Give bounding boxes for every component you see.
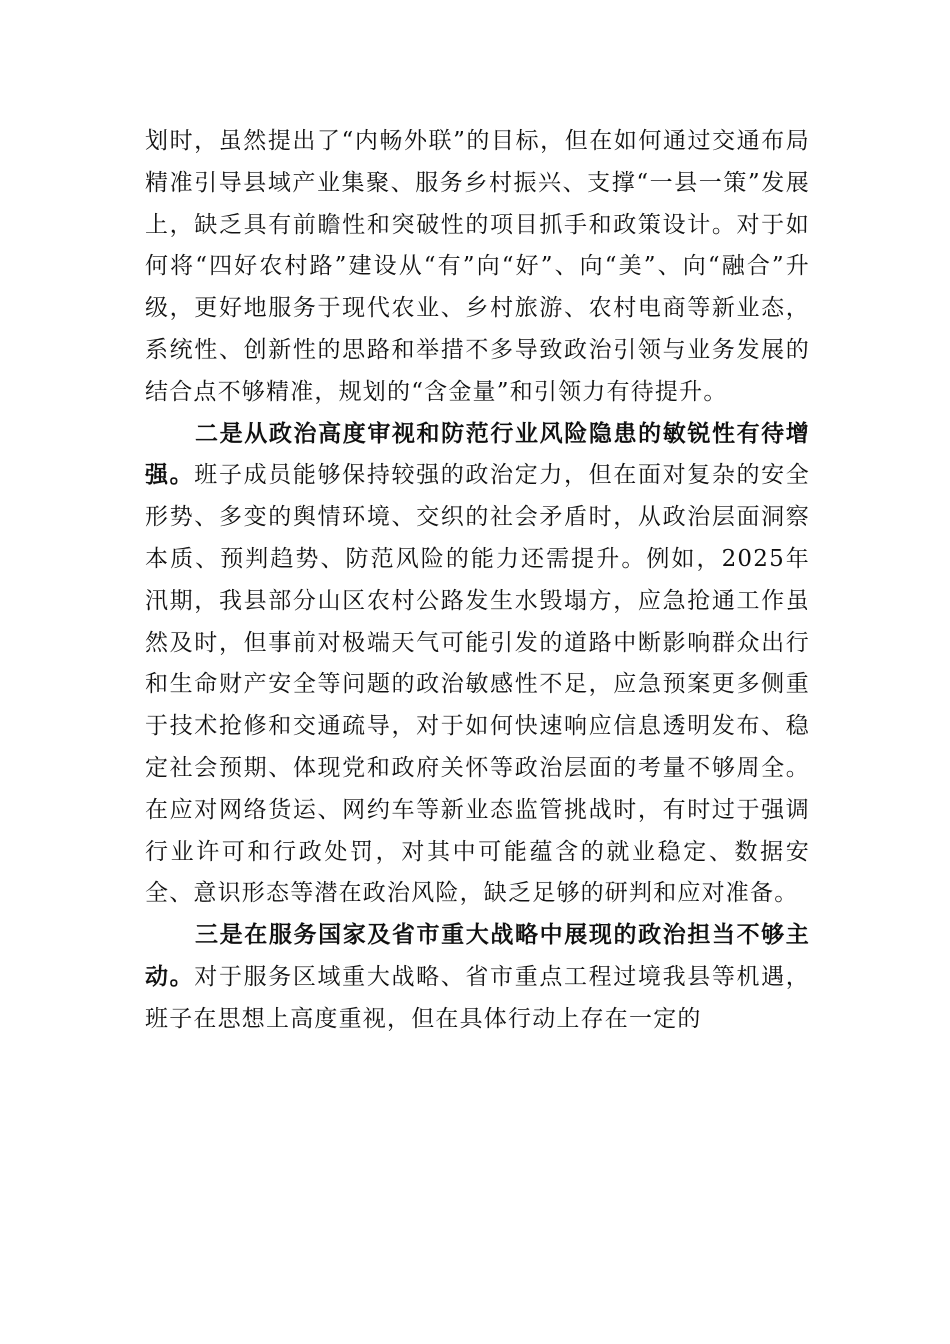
document-body (145, 121, 810, 1041)
paragraph-3-heading: 三是在服务国家及省市重大战略中展现的政治担当不够主动。 (145, 922, 810, 990)
paragraph-2 (145, 414, 810, 916)
paragraph-2-text: 班子成员能够保持较强的政治定力，但在面对复杂的安全形势、多变的舆情环境、交织的社会矛盾时，从政治层面洞察本质、预判趋势、防范风险的能力还需提升。例如，2025年汛期，我县部分山区农村公路发生水毁塌方，应急抢通工作虽然及时，但事前对极端天气可能引发的道路中断影响群众出行和生命财产安全等问题的政治敏感性不足，应急预案更多侧重于技术抢修和交通疏导，对于如何快速响应信息透明发布、稳定社会预期、体现党和政府关怀等政治层面的考量不够周全。在应对网络货运、网约车等新业态监管挑战时，有时过于强调行业许可和行政处罚，对其中可能蕴含的就业稳定、数据安全、意识形态等潜在政治风险，缺乏足够的研判和应对准备。 (145, 462, 810, 907)
paragraph-3 (145, 915, 810, 1040)
paragraph-3-text: 对于服务区域重大战略、省市重点工程过境我县等机遇，班子在思想上高度重视，但在具体行动上存在一定的 (145, 963, 810, 1032)
paragraph-1 (145, 121, 810, 414)
paragraph-2-heading: 二是从政治高度审视和防范行业风险隐患的敏锐性有待增强。 (145, 420, 810, 489)
paragraph-1-text: 划时，虽然提出了“内畅外联”的目标，但在如何通过交通布局精准引导县域产业集聚、服务乡村振兴、支撑“一县一策”发展上，缺乏具有前瞻性和突破性的项目抓手和政策设计。对于如何将“四好农村路”建设从“有”向“好”、向“美”、向“融合”升级，更好地服务于现代农业、乡村旅游、农村电商等新业态，系统性、创新性的思路和举措不多导致政治引领与业务发展的结合点不够精准，规划的“含金量”和引领力有待提升。 (145, 128, 810, 405)
